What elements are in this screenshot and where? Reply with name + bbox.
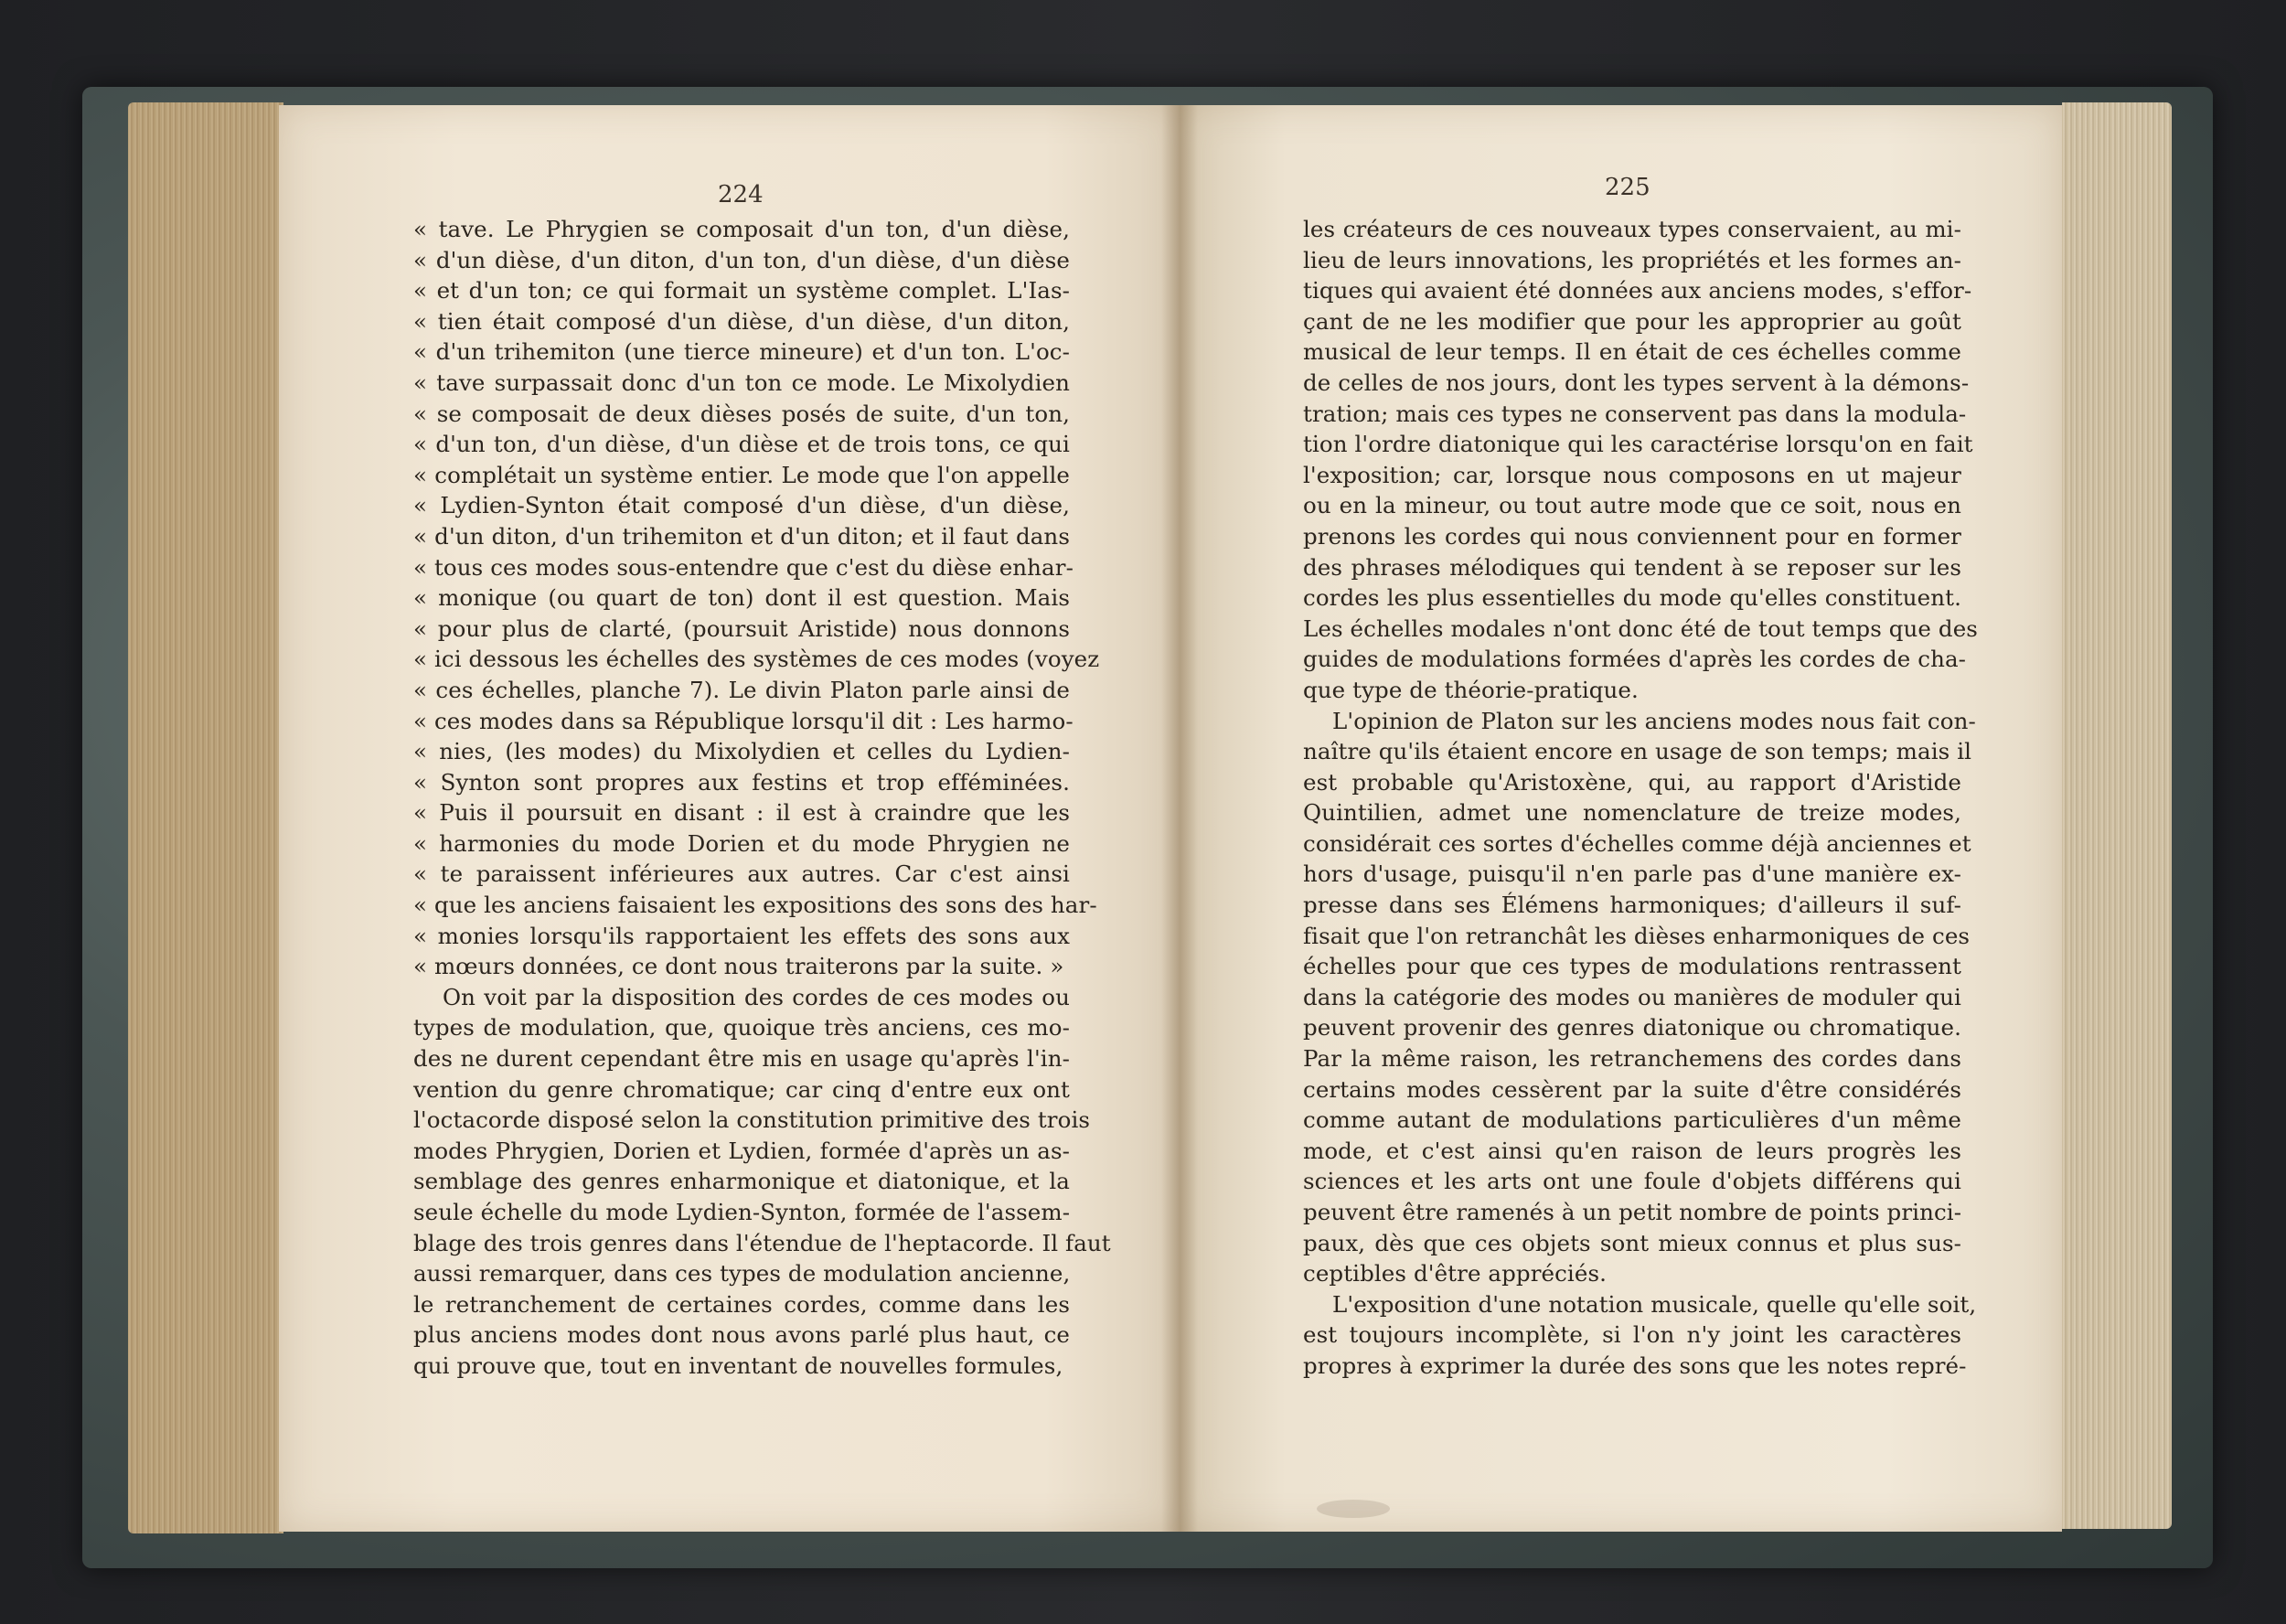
text-line: considérait ces sortes d'échelles comme déjà anciennes et: [1303, 829, 1971, 857]
text-line: tiques qui avaient été données aux anciens modes, s'effor-: [1303, 277, 1972, 304]
text-line: cordes les plus essentielles du mode qu'elles constituent.: [1303, 584, 1961, 612]
text-line: hors d'usage, puisqu'il n'en parle pas d'une manière ex-: [1303, 860, 1961, 888]
text-line: « ces modes dans sa République lorsqu'il dit : Les harmo-: [413, 707, 1074, 734]
text-line: seule échelle du mode Lydien-Synton, formée de l'assem-: [413, 1199, 1071, 1225]
text-line: plus anciens modes dont nous avons parlé plus haut, ce: [413, 1321, 1070, 1349]
right-page-text: [1303, 214, 1978, 1382]
text-line: « pour plus de clarté, (poursuit Aristide) nous donnons: [413, 614, 1070, 642]
text-line: Les échelles modales n'ont donc été de tout temps que des: [1303, 614, 1978, 642]
right-page-number: 225: [1605, 174, 1650, 201]
text-line: On voit par la disposition des cordes de ces modes ou: [443, 983, 1070, 1010]
text-line: naître qu'ils étaient encore en usage de son temps; mais il: [1303, 738, 1972, 765]
text-line: L'opinion de Platon sur les anciens modes nous fait con-: [1332, 707, 1976, 734]
text-line: « d'un ton, d'un dièse, d'un dièse et de trois tons, ce qui: [413, 431, 1070, 458]
text-line: tration; mais ces types ne conservent pas dans la modula-: [1303, 400, 1967, 427]
text-line: « se composait de deux dièses posés de suite, d'un ton,: [413, 400, 1070, 427]
left-page-text: [413, 214, 1111, 1382]
text-line: les créateurs de ces nouveaux types conservaient, au mi-: [1303, 216, 1961, 242]
text-line: « mœurs données, ce dont nous traiterons par la suite. »: [413, 953, 1064, 980]
text-line: mode, et c'est ainsi qu'en raison de leurs progrès les: [1303, 1137, 1961, 1164]
text-line: « harmonies du mode Dorien et du mode Phrygien ne: [413, 829, 1070, 857]
text-line: des phrases mélodiques qui tendent à se reposer sur les: [1303, 553, 1961, 581]
text-line: modes Phrygien, Dorien et Lydien, formée d'après un as-: [413, 1137, 1070, 1164]
text-line: échelles pour que ces types de modulations rentrassent: [1303, 953, 1961, 980]
text-line: peuvent être ramenés à un petit nombre de points princi-: [1303, 1199, 1962, 1225]
text-line: « d'un diton, d'un trihemiton et d'un diton; et il faut dans: [413, 522, 1070, 550]
text-line: des ne durent cependant être mis en usage qu'après l'in-: [413, 1045, 1070, 1073]
text-line: l'exposition; car, lorsque nous composons en ut majeur: [1303, 461, 1961, 488]
text-line: « te paraissent inférieures aux autres. Car c'est ainsi: [413, 860, 1070, 888]
text-line: certains modes cessèrent par la suite d'être considérés: [1303, 1075, 1961, 1103]
text-line: dans la catégorie des modes ou manières de moduler qui: [1303, 983, 1961, 1010]
text-line: presse dans ses Élémens harmoniques; d'ailleurs il suf-: [1303, 892, 1961, 919]
text-line: types de modulation, que, quoique très anciens, ces mo-: [413, 1014, 1070, 1042]
text-line: « que les anciens faisaient les expositions des sons des har-: [413, 892, 1097, 919]
text-line: de celles de nos jours, dont les types servent à la démons-: [1303, 369, 1970, 396]
text-line: « monies lorsqu'ils rapportaient les effets des sons aux: [413, 922, 1070, 949]
text-line: sciences et les arts ont une foule d'objets différens qui: [1303, 1168, 1961, 1195]
text-line: Par la même raison, les retranchemens des cordes dans: [1303, 1045, 1961, 1073]
text-line: Quintilien, admet une nomenclature de treize modes,: [1303, 799, 1961, 827]
text-line: qui prouve que, tout en inventant de nouvelles formules,: [413, 1352, 1063, 1379]
text-line: « tave. Le Phrygien se composait d'un ton, d'un dièse,: [413, 216, 1070, 242]
text-line: prenons les cordes qui nous conviennent pour en former: [1303, 522, 1961, 550]
text-line: tion l'ordre diatonique qui les caractérise lorsqu'on en fait: [1303, 431, 1973, 458]
text-line: peuvent provenir des genres diatonique ou chromatique.: [1303, 1014, 1961, 1042]
text-line: que type de théorie-pratique.: [1303, 676, 1639, 703]
text-line: « monique (ou quart de ton) dont il est question. Mais: [413, 584, 1070, 612]
text-line: « Synton sont propres aux festins et trop efféminées.: [413, 768, 1070, 796]
text-line: musical de leur temps. Il en était de ces échelles comme: [1303, 338, 1961, 366]
book-gutter: [1161, 105, 1198, 1532]
text-line: ou en la mineur, ou tout autre mode que ce soit, nous en: [1303, 492, 1961, 519]
text-line: « complétait un système entier. Le mode que l'on appelle: [413, 461, 1070, 488]
text-line: semblage des genres enharmonique et diatonique, et la: [413, 1168, 1070, 1195]
left-page-number: 224: [718, 181, 764, 208]
text-line: propres à exprimer la durée des sons que les notes repré-: [1303, 1352, 1967, 1379]
text-line: « d'un dièse, d'un diton, d'un ton, d'un dièse, d'un dièse: [413, 246, 1070, 273]
page-shadow: [1317, 1500, 1390, 1518]
text-line: est toujours incomplète, si l'on n'y joint les caractères: [1303, 1321, 1961, 1349]
text-line: « tave surpassait donc d'un ton ce mode. Le Mixolydien: [413, 369, 1070, 396]
text-line: « Puis il poursuit en disant : il est à craindre que les: [413, 799, 1070, 827]
text-line: « tous ces modes sous-entendre que c'est du dièse enhar-: [413, 553, 1074, 581]
text-line: comme autant de modulations particulières d'un même: [1303, 1106, 1961, 1134]
text-line: ceptibles d'être appréciés.: [1303, 1260, 1608, 1287]
text-line: vention du genre chromatique; car cinq d'entre eux ont: [413, 1075, 1070, 1103]
text-line: L'exposition d'une notation musicale, quelle qu'elle soit,: [1332, 1290, 1977, 1318]
text-line: fisait que l'on retranchât les dièses enharmoniques de ces: [1303, 922, 1971, 949]
text-line: « ici dessous les échelles des systèmes de ces modes (voyez: [413, 646, 1100, 673]
page-edges-right: [2062, 102, 2172, 1529]
text-line: blage des trois genres dans l'étendue de l'heptacorde. Il faut: [413, 1229, 1111, 1256]
text-line: le retranchement de certaines cordes, comme dans les: [413, 1290, 1070, 1318]
page-edges-left: [128, 102, 283, 1533]
text-line: guides de modulations formées d'après les cordes de cha-: [1303, 646, 1967, 673]
text-line: « Lydien-Synton était composé d'un dièse, d'un dièse,: [413, 492, 1070, 519]
text-line: est probable qu'Aristoxène, qui, au rapport d'Aristide: [1303, 768, 1961, 796]
text-line: « et d'un ton; ce qui formait un système complet. L'Ias-: [413, 277, 1070, 304]
text-line: lieu de leurs innovations, les propriétés et les formes an-: [1303, 246, 1961, 273]
text-line: « nies, (les modes) du Mixolydien et celles du Lydien-: [413, 738, 1070, 765]
text-line: l'octacorde disposé selon la constitution primitive des trois: [413, 1106, 1091, 1134]
text-line: « tien était composé d'un dièse, d'un dièse, d'un diton,: [413, 307, 1070, 335]
text-line: çant de ne les modifier que pour les approprier au goût: [1303, 307, 1961, 335]
text-line: « ces échelles, planche 7). Le divin Platon parle ainsi de: [413, 676, 1070, 703]
text-line: « d'un trihemiton (une tierce mineure) et d'un ton. L'oc-: [413, 338, 1070, 366]
text-line: paux, dès que ces objets sont mieux connus et plus sus-: [1303, 1229, 1961, 1256]
text-line: aussi remarquer, dans ces types de modulation ancienne,: [413, 1260, 1071, 1287]
